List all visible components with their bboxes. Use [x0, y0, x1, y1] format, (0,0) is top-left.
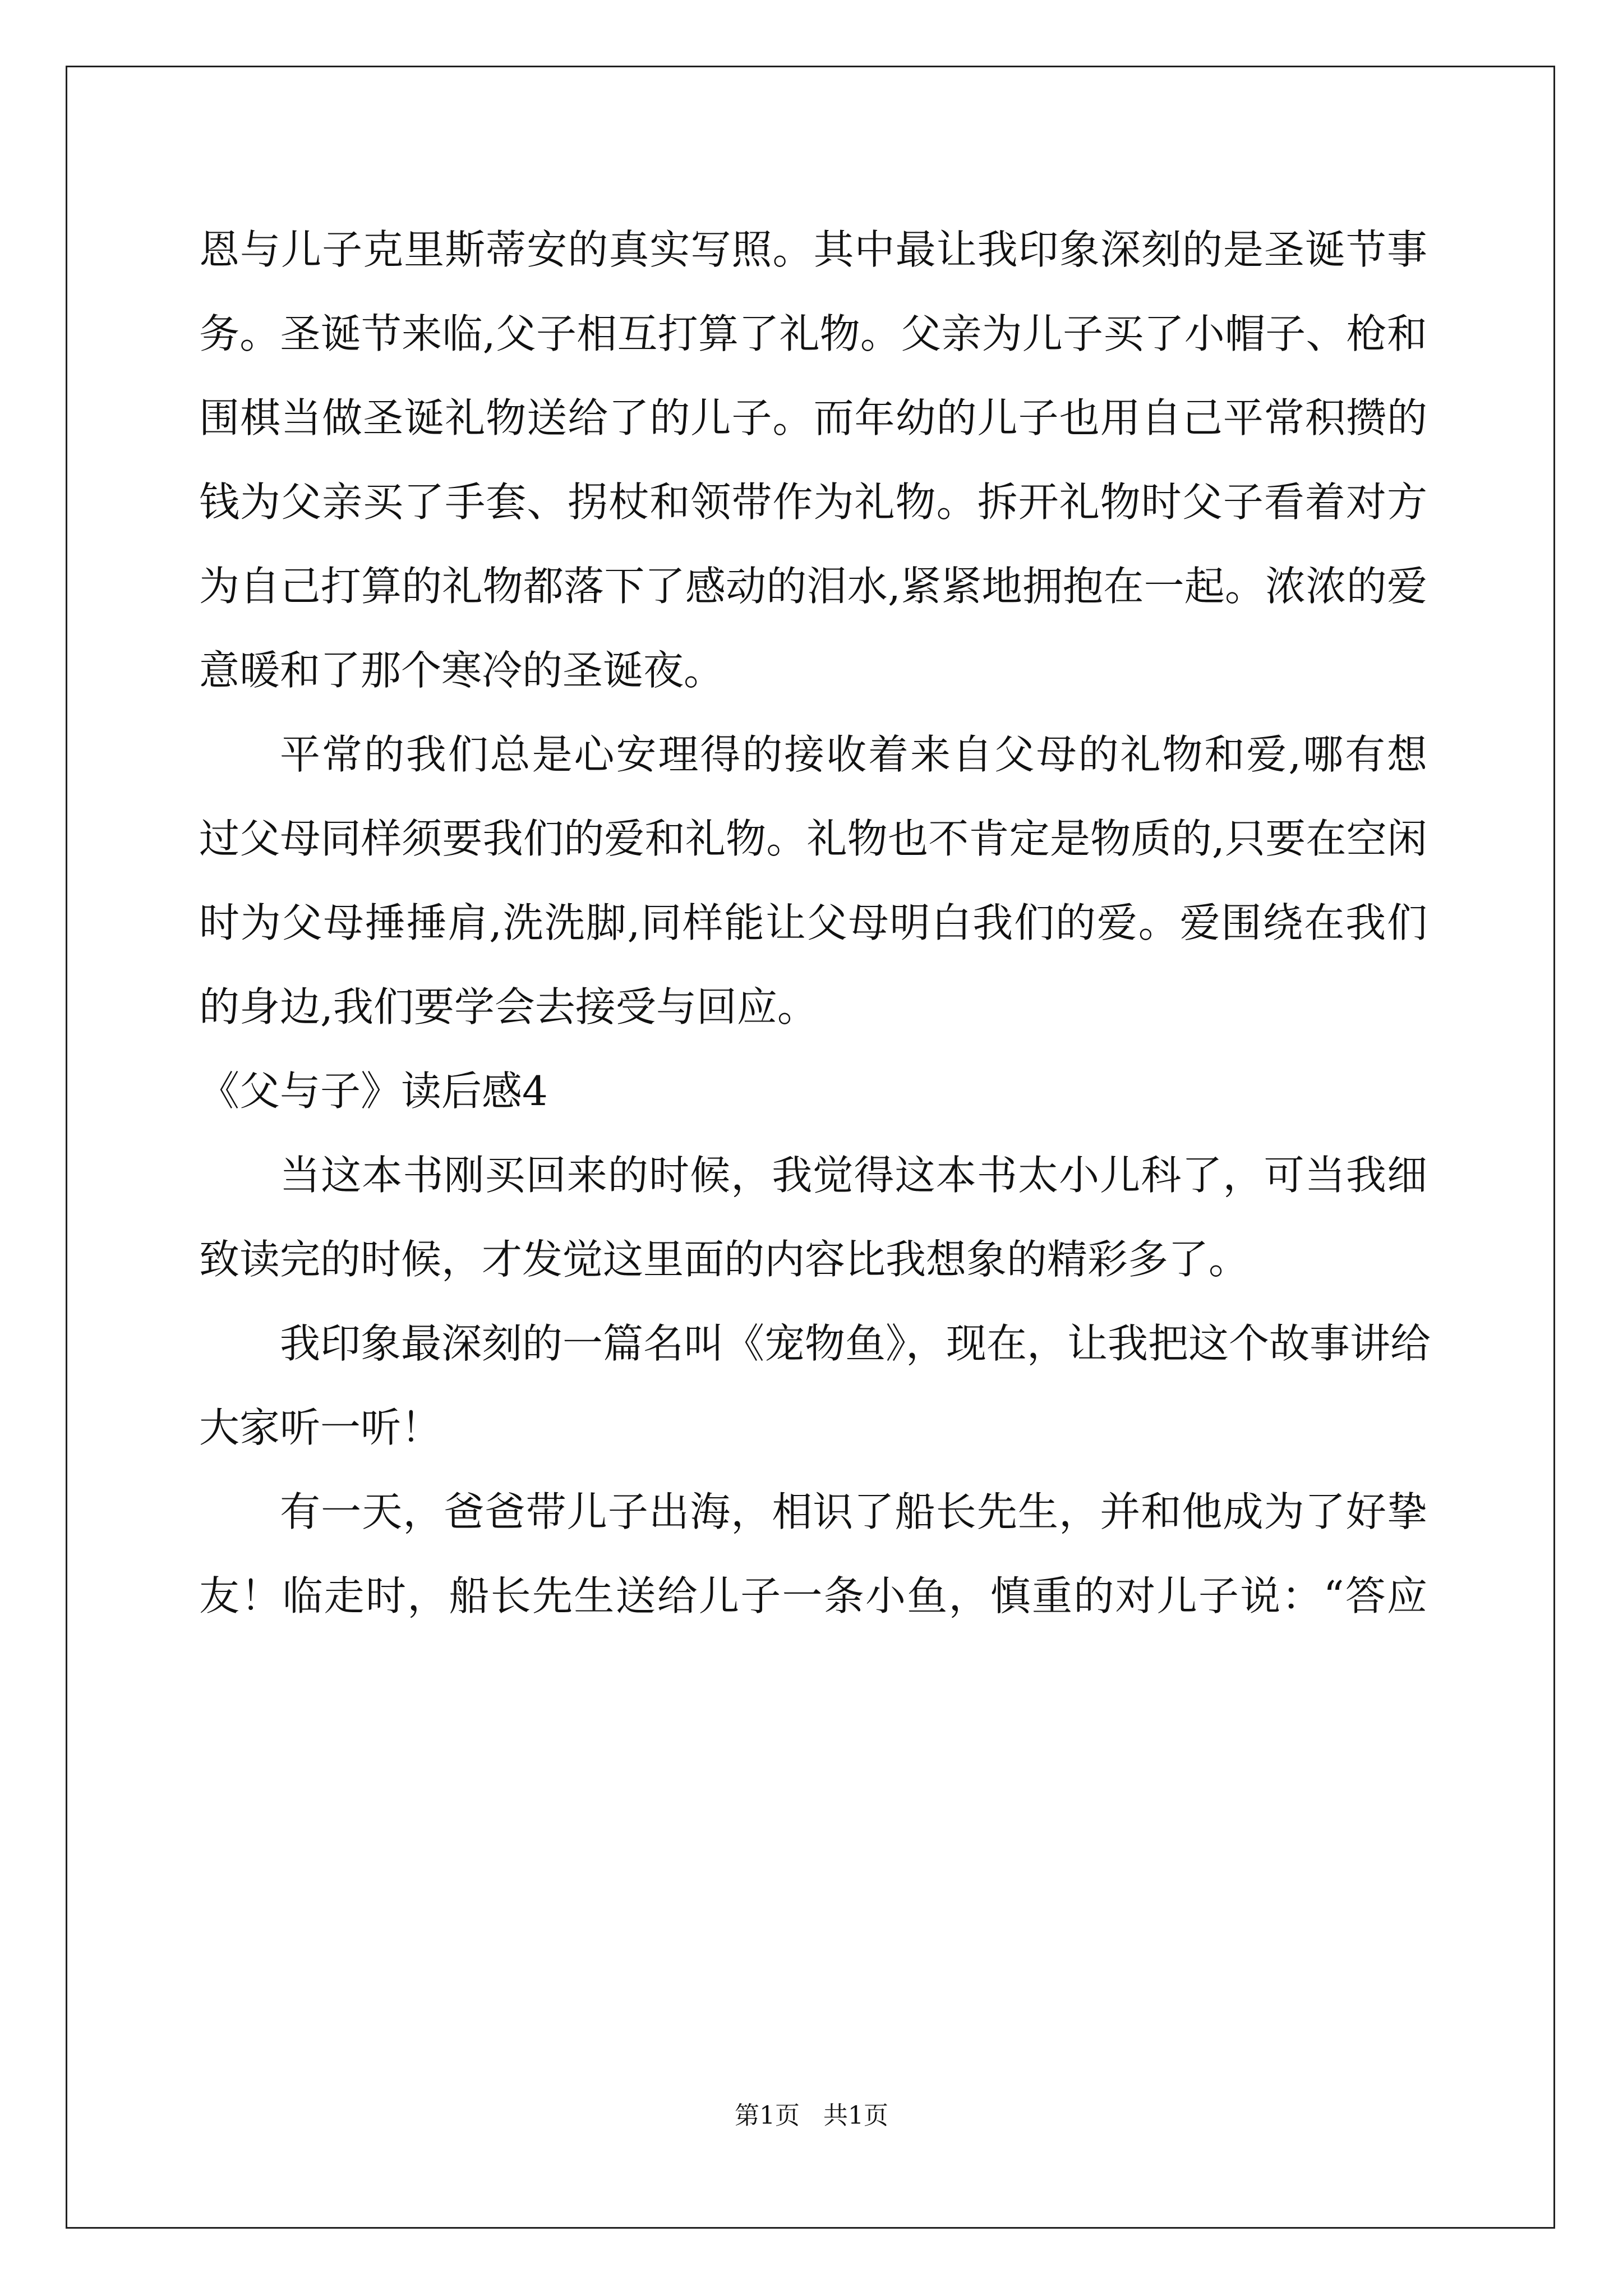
text-line: 友！临走时，船长先生送给儿子一条小鱼，慎重的对儿子说：“答应 — [199, 1572, 1427, 1619]
text-line: 当这本书刚买回来的时候，我觉得这本书太小儿科了，可当我细 — [280, 1152, 1427, 1199]
text-line: 围棋当做圣诞礼物送给了的儿子。而年幼的儿子也用自己平常积攒的 — [199, 394, 1427, 441]
text-line: 意暖和了那个寒冷的圣诞夜。 — [199, 647, 725, 694]
page-footer — [0, 2099, 1623, 2133]
page-total: 共1页 — [823, 2101, 888, 2130]
text-line: 有一天，爸爸带儿子出海，相识了船长先生，并和他成为了好挚 — [280, 1488, 1427, 1535]
text-line: 钱为父亲买了手套、拐杖和领带作为礼物。拆开礼物时父子看着对方 — [199, 478, 1427, 526]
section-heading: 《父与子》读后感4 — [199, 1068, 548, 1115]
text-line: 大家听一听！ — [199, 1404, 442, 1451]
text-line: 过父母同样须要我们的爱和礼物。礼物也不肯定是物质的,只要在空闲 — [199, 815, 1427, 862]
text-line: 恩与儿子克里斯蒂安的真实写照。其中最让我印象深刻的是圣诞节事 — [199, 226, 1427, 273]
page-number: 第1页 — [735, 2101, 800, 2130]
document-body — [199, 208, 1431, 1638]
text-line: 我印象最深刻的一篇名叫《宠物鱼》，现在，让我把这个故事讲给 — [280, 1320, 1431, 1367]
text-line: 为自己打算的礼物都落下了感动的泪水,紧紧地拥抱在一起。浓浓的爱 — [199, 563, 1427, 610]
text-line: 平常的我们总是心安理得的接收着来自父母的礼物和爱,哪有想 — [280, 731, 1427, 778]
text-line: 务。圣诞节来临,父子相互打算了礼物。父亲为儿子买了小帽子、枪和 — [199, 310, 1427, 357]
text-line: 致读完的时候，才发觉这里面的内容比我想象的精彩多了。 — [199, 1236, 1249, 1283]
text-line: 的身边,我们要学会去接受与回应。 — [199, 983, 818, 1030]
text-line: 时为父母捶捶肩,洗洗脚,同样能让父母明白我们的爱。爱围绕在我们 — [199, 899, 1427, 946]
